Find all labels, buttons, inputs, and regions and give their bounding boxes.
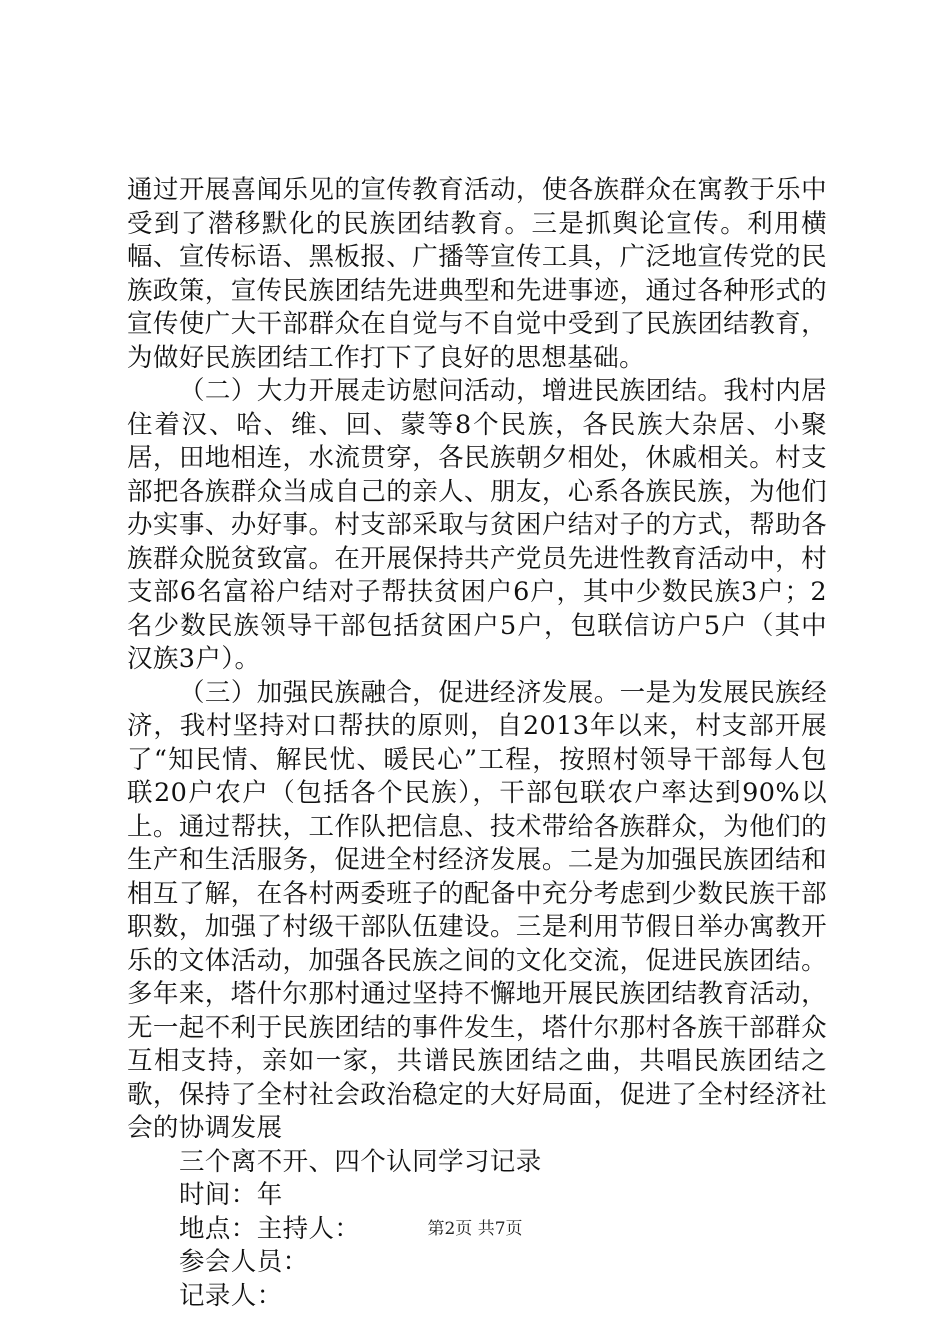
record-attendees: 参会人员：	[179, 1247, 309, 1277]
page-number: 第2页 共7页	[427, 1219, 523, 1239]
paragraph-ethnic-integration: （三）加强民族融合，促进经济发展。一是为发展民族经济，我村坚持对口帮扶的原则，自2013年以来，村支部开展了“知民情、解民忧、暖民心”工程，按照村领导干部每人包联20户农户（包括各个民族），干部包联农户率达到90%以上。通过帮扶，工作队把信息、技术带给各族群众，为他们的生产和生活服务，促进全村经济发展。二是为加强民族团结和相互了解，在各村两委班子的配备中充分考虑到少数民族干部职数，加强了村级干部队伍建设。三是利用节假日举办寓教开乐的文体活动，加强各民族之间的文化交流，促进民族团结。多年来，塔什尔那村通过坚持不懈地开展民族团结教育活动，无一起不利于民族团结的事件发生，塔什尔那村各族干部群众互相支持，亲如一家，共谱民族团结之曲，共唱民族团结之歌，保持了全村社会政治稳定的大好局面，促进了全村经济社会的协调发展	[127, 677, 827, 1143]
paragraph-visiting-activities: （二）大力开展走访慰问活动，增进民族团结。我村内居住着汉、哈、维、回、蒙等8个民族，各民族大杂居、小聚居，田地相连，水流贯穿，各民族朝夕相处，休戚相关。村支部把各族群众当成自己的亲人、朋友，心系各族民族，为他们办实事、办好事。村支部采取与贫困户结对子的方式，帮助各族群众脱贫致富。在开展保持共产党员先进性教育活动中，村支部6名富裕户结对子帮扶贫困户6户，其中少数民族3户；2名少数民族领导干部包括贫困户5户，包联信访户5户（其中汉族3户）。	[127, 376, 827, 674]
record-recorder: 记录人：	[179, 1280, 283, 1311]
document-body	[127, 174, 827, 1313]
record-time: 时间：年	[179, 1180, 283, 1210]
record-title: 三个离不开、四个认同学习记录	[179, 1146, 542, 1177]
paragraph-publicity-education: 通过开展喜闻乐见的宣传教育活动，使各族群众在寓教于乐中受到了潜移默化的民族团结教育。三是抓舆论宣传。利用横幅、宣传标语、黑板报、广播等宣传工具，广泛地宣传党的民族政策，宣传民族团结先进典型和先进事迹，通过各种形式的宣传使广大干部群众在自觉与不自觉中受到了民族团结教育，为做好民族团结工作打下了良好的思想基础。	[127, 175, 827, 373]
record-place-host: 地点：主持人：	[179, 1213, 361, 1244]
page-footer	[0, 1218, 950, 1240]
